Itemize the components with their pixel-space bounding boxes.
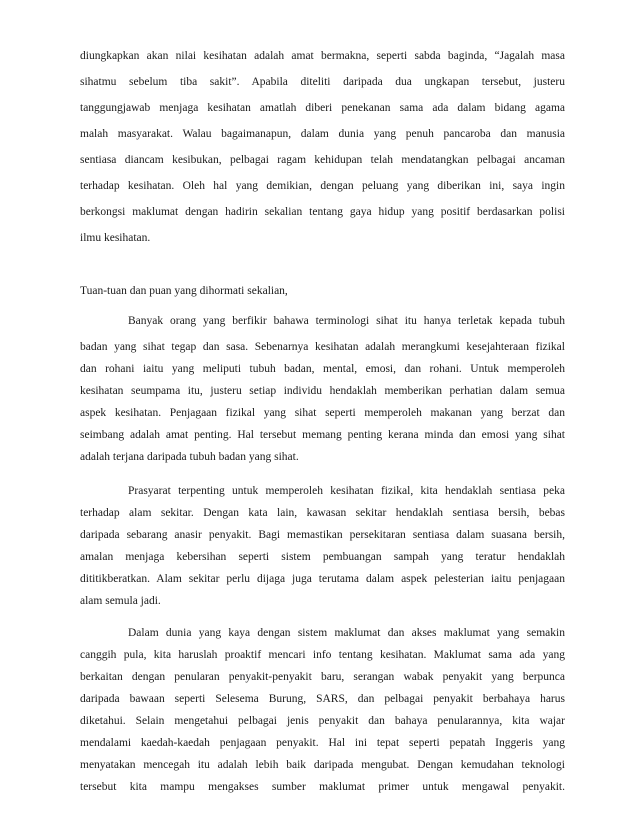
text-line: diungkapkan akan nilai kesihatan adalah amat bermakna, seperti sabda baginda, “Jagalah masa xyxy=(80,50,565,62)
text-line: dititikberatkan. Alam sekitar perlu dijaga juga terutama dalam aspek pelesterian iaitu penjagaan xyxy=(80,573,565,585)
text-line: mendalami kaedah-kaedah penjagaan penyakit. Hal ini tepat seperti pepatah Inggeris yang xyxy=(80,737,565,749)
text-line: aspek kesihatan. Penjagaan fizikal yang sihat seperti memperoleh makanan yang berzat dan xyxy=(80,407,565,419)
text-line: tanggungjawab menjaga kesihatan amatlah diberi penekanan sama ada dalam bidang agama xyxy=(80,102,565,114)
text-line: Banyak orang yang berfikir bahawa terminologi sihat itu hanya terletak kepada tubuh xyxy=(128,315,565,327)
text-line: diketahui. Selain mengetahui pelbagai jenis penyakit dan bahaya penularannya, kita wajar xyxy=(80,715,565,727)
text-line: Prasyarat terpenting untuk memperoleh kesihatan fizikal, kita hendaklah sentiasa peka xyxy=(128,485,565,497)
text-line: daripada bawaan seperti Selesema Burung, SARS, dan pelbagai penyakit berbahaya harus xyxy=(80,693,565,705)
text-line: badan yang sihat tegap dan sasa. Sebenarnya kesihatan adalah merangkumi kesejahteraan fizikal xyxy=(80,341,565,353)
text-line: terhadap alam sekitar. Dengan kata lain, kawasan sekitar hendaklah sentiasa bersih, bebas xyxy=(80,507,565,519)
text-line: Dalam dunia yang kaya dengan sistem maklumat dan akses maklumat yang semakin xyxy=(128,627,565,639)
text-line: kesihatan seumpama itu, justeru setiap individu hendaklah memberikan perhatian dalam semua xyxy=(80,385,565,397)
text-line: menyatakan mencegah itu adalah lebih baik daripada mengubat. Dengan kemudahan teknologi xyxy=(80,759,565,771)
text-line: ilmu kesihatan. xyxy=(80,232,151,244)
text-line: sihatmu sebelum tiba sakit”. Apabila diteliti daripada dua ungkapan tersebut, justeru xyxy=(80,76,565,88)
text-line: dan rohani iaitu yang meliputi tubuh badan, mental, emosi, dan rohani. Untuk memperoleh xyxy=(80,363,565,375)
text-line: Tuan-tuan dan puan yang dihormati sekalian, xyxy=(80,285,288,297)
text-line: adalah terjana daripada tubuh badan yang sihat. xyxy=(80,451,299,463)
text-line: tersebut kita mampu mengakses sumber maklumat primer untuk mengawal penyakit. xyxy=(80,781,565,793)
text-line: sentiasa diancam kesibukan, pelbagai ragam kehidupan telah mendatangkan pelbagai ancaman xyxy=(80,154,565,166)
text-line: alam semula jadi. xyxy=(80,595,161,607)
text-line: seimbang adalah amat penting. Hal tersebut memang penting kerana minda dan emosi yang sihat xyxy=(80,429,565,441)
text-line: berkongsi maklumat dengan hadirin sekalian tentang gaya hidup yang positif berdasarkan polisi xyxy=(80,206,565,218)
text-line: terhadap kesihatan. Oleh hal yang demikian, dengan peluang yang diberikan ini, saya ingin xyxy=(80,180,565,192)
text-line: amalan menjaga kebersihan seperti sistem pembuangan sampah yang teratur hendaklah xyxy=(80,551,565,563)
text-line: berkaitan dengan penularan penyakit-penyakit baru, serangan wabak penyakit yang berpunca xyxy=(80,671,565,683)
text-line: canggih pula, kita haruslah proaktif mencari info tentang kesihatan. Maklumat sama ada yang xyxy=(80,649,565,661)
text-line: daripada sebarang anasir penyakit. Bagi memastikan persekitaran sentiasa dalam suasana bersih, xyxy=(80,529,565,541)
text-line: malah masyarakat. Walau bagaimanapun, dalam dunia yang penuh pancaroba dan manusia xyxy=(80,128,565,140)
